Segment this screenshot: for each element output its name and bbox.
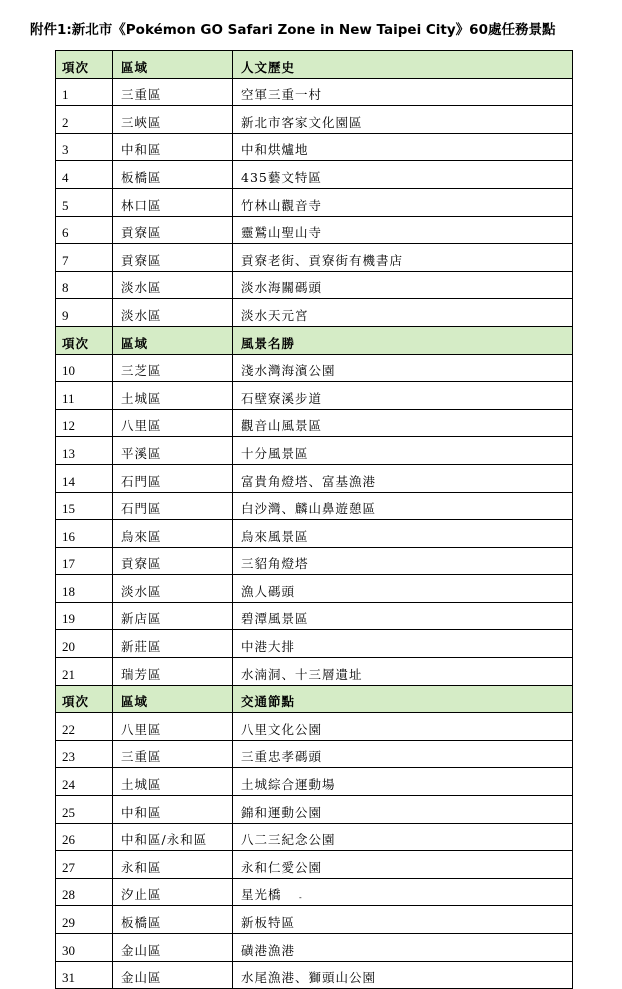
district-cell: 永和區	[113, 851, 233, 879]
section-header-row	[56, 685, 573, 713]
district-cell: 石門區	[113, 492, 233, 520]
index-cell: 12	[56, 409, 113, 437]
district-cell: 三重區	[113, 740, 233, 768]
table-row	[56, 133, 573, 161]
table-row	[56, 437, 573, 465]
table-row	[56, 823, 573, 851]
index-cell: 4	[56, 161, 113, 189]
table-row	[56, 354, 573, 382]
table-row	[56, 520, 573, 548]
district-cell: 新莊區	[113, 630, 233, 658]
table-row	[56, 658, 573, 686]
table-row	[56, 602, 573, 630]
index-cell: 31	[56, 961, 113, 989]
district-cell: 金山區	[113, 961, 233, 989]
location-cell: 錦和運動公園	[233, 796, 573, 824]
location-cell: 富貴角燈塔、富基漁港	[233, 464, 573, 492]
location-cell: 水尾漁港、獅頭山公園	[233, 961, 573, 989]
district-cell: 土城區	[113, 382, 233, 410]
table-row	[56, 961, 573, 989]
index-cell: 25	[56, 796, 113, 824]
table-row	[56, 740, 573, 768]
location-cell: 中和烘爐地	[233, 133, 573, 161]
district-cell: 三芝區	[113, 354, 233, 382]
table-row	[56, 161, 573, 189]
location-cell: 烏來風景區	[233, 520, 573, 548]
table-row	[56, 78, 573, 106]
index-cell: 8	[56, 271, 113, 299]
location-cell: 新北市客家文化園區	[233, 106, 573, 134]
location-cell: 竹林山觀音寺	[233, 188, 573, 216]
index-cell: 16	[56, 520, 113, 548]
district-cell: 淡水區	[113, 575, 233, 603]
table-row	[56, 768, 573, 796]
location-cell: 中港大排	[233, 630, 573, 658]
location-cell: 星光橋	[233, 878, 573, 906]
table-row	[56, 630, 573, 658]
district-cell: 林口區	[113, 188, 233, 216]
table-row	[56, 575, 573, 603]
table-row	[56, 244, 573, 272]
location-cell: 新板特區	[233, 906, 573, 934]
section-header-row	[56, 326, 573, 354]
header-index-cell: 項次	[56, 685, 113, 713]
index-cell: 28	[56, 878, 113, 906]
index-cell: 7	[56, 244, 113, 272]
location-cell: 石壁寮溪步道	[233, 382, 573, 410]
index-cell: 23	[56, 740, 113, 768]
header-district-cell: 區域	[113, 685, 233, 713]
index-cell: 9	[56, 299, 113, 327]
district-cell: 板橋區	[113, 161, 233, 189]
location-cell: 淡水海關碼頭	[233, 271, 573, 299]
location-cell: 淺水灣海濱公園	[233, 354, 573, 382]
index-cell: 24	[56, 768, 113, 796]
table-row	[56, 106, 573, 134]
table-row	[56, 713, 573, 741]
index-cell: 1	[56, 78, 113, 106]
district-cell: 新店區	[113, 602, 233, 630]
index-cell: 29	[56, 906, 113, 934]
table-row	[56, 382, 573, 410]
index-cell: 26	[56, 823, 113, 851]
index-cell: 22	[56, 713, 113, 741]
document-title: 附件1:新北市《Pokémon GO Safari Zone in New Taipei City》60處任務景點	[30, 22, 556, 38]
header-index-cell: 項次	[56, 51, 113, 79]
district-cell: 中和區	[113, 796, 233, 824]
district-cell: 瑞芳區	[113, 658, 233, 686]
location-cell: 435藝文特區	[233, 161, 573, 189]
header-category-cell: 風景名勝	[233, 326, 573, 354]
location-cell: 靈鷲山聖山寺	[233, 216, 573, 244]
table-row	[56, 796, 573, 824]
table-row	[56, 934, 573, 962]
table-row	[56, 188, 573, 216]
district-cell: 三峽區	[113, 106, 233, 134]
district-cell: 淡水區	[113, 271, 233, 299]
locations-table	[55, 50, 573, 989]
district-cell: 烏來區	[113, 520, 233, 548]
table-row	[56, 464, 573, 492]
table-row	[56, 878, 573, 906]
index-cell: 13	[56, 437, 113, 465]
index-cell: 3	[56, 133, 113, 161]
index-cell: 30	[56, 934, 113, 962]
district-cell: 中和區/永和區	[113, 823, 233, 851]
index-cell: 10	[56, 354, 113, 382]
location-cell: 土城綜合運動場	[233, 768, 573, 796]
header-district-cell: 區域	[113, 326, 233, 354]
district-cell: 石門區	[113, 464, 233, 492]
table-row	[56, 906, 573, 934]
district-cell: 貢寮區	[113, 547, 233, 575]
index-cell: 20	[56, 630, 113, 658]
index-cell: 5	[56, 188, 113, 216]
location-cell: 永和仁愛公園	[233, 851, 573, 879]
location-cell: 八里文化公園	[233, 713, 573, 741]
table-row	[56, 547, 573, 575]
district-cell: 貢寮區	[113, 244, 233, 272]
location-cell: 貢寮老街、貢寮街有機書店	[233, 244, 573, 272]
index-cell: 18	[56, 575, 113, 603]
district-cell: 板橋區	[113, 906, 233, 934]
district-cell: 平溪區	[113, 437, 233, 465]
index-cell: 14	[56, 464, 113, 492]
index-cell: 17	[56, 547, 113, 575]
district-cell: 中和區	[113, 133, 233, 161]
location-cell: 漁人碼頭	[233, 575, 573, 603]
index-cell: 6	[56, 216, 113, 244]
index-cell: 21	[56, 658, 113, 686]
table-row	[56, 216, 573, 244]
location-cell: 三貂角燈塔	[233, 547, 573, 575]
district-cell: 三重區	[113, 78, 233, 106]
district-cell: 貢寮區	[113, 216, 233, 244]
header-category-cell: 交通節點	[233, 685, 573, 713]
table-row	[56, 299, 573, 327]
location-cell: 淡水天元宮	[233, 299, 573, 327]
index-cell: 19	[56, 602, 113, 630]
page-footer-mark: -	[299, 893, 302, 902]
district-cell: 金山區	[113, 934, 233, 962]
index-cell: 2	[56, 106, 113, 134]
section-header-row	[56, 51, 573, 79]
table-row	[56, 851, 573, 879]
header-district-cell: 區域	[113, 51, 233, 79]
location-cell: 白沙灣、麟山鼻遊憩區	[233, 492, 573, 520]
district-cell: 八里區	[113, 713, 233, 741]
location-cell: 十分風景區	[233, 437, 573, 465]
location-cell: 空軍三重一村	[233, 78, 573, 106]
header-category-cell: 人文歷史	[233, 51, 573, 79]
location-cell: 觀音山風景區	[233, 409, 573, 437]
district-cell: 土城區	[113, 768, 233, 796]
location-cell: 水湳洞、十三層遺址	[233, 658, 573, 686]
table-row	[56, 492, 573, 520]
index-cell: 15	[56, 492, 113, 520]
table-row	[56, 409, 573, 437]
index-cell: 11	[56, 382, 113, 410]
location-cell: 三重忠孝碼頭	[233, 740, 573, 768]
location-cell: 碧潭風景區	[233, 602, 573, 630]
district-cell: 淡水區	[113, 299, 233, 327]
location-cell: 八二三紀念公園	[233, 823, 573, 851]
header-index-cell: 項次	[56, 326, 113, 354]
table-row	[56, 271, 573, 299]
district-cell: 汐止區	[113, 878, 233, 906]
index-cell: 27	[56, 851, 113, 879]
district-cell: 八里區	[113, 409, 233, 437]
location-cell: 磺港漁港	[233, 934, 573, 962]
